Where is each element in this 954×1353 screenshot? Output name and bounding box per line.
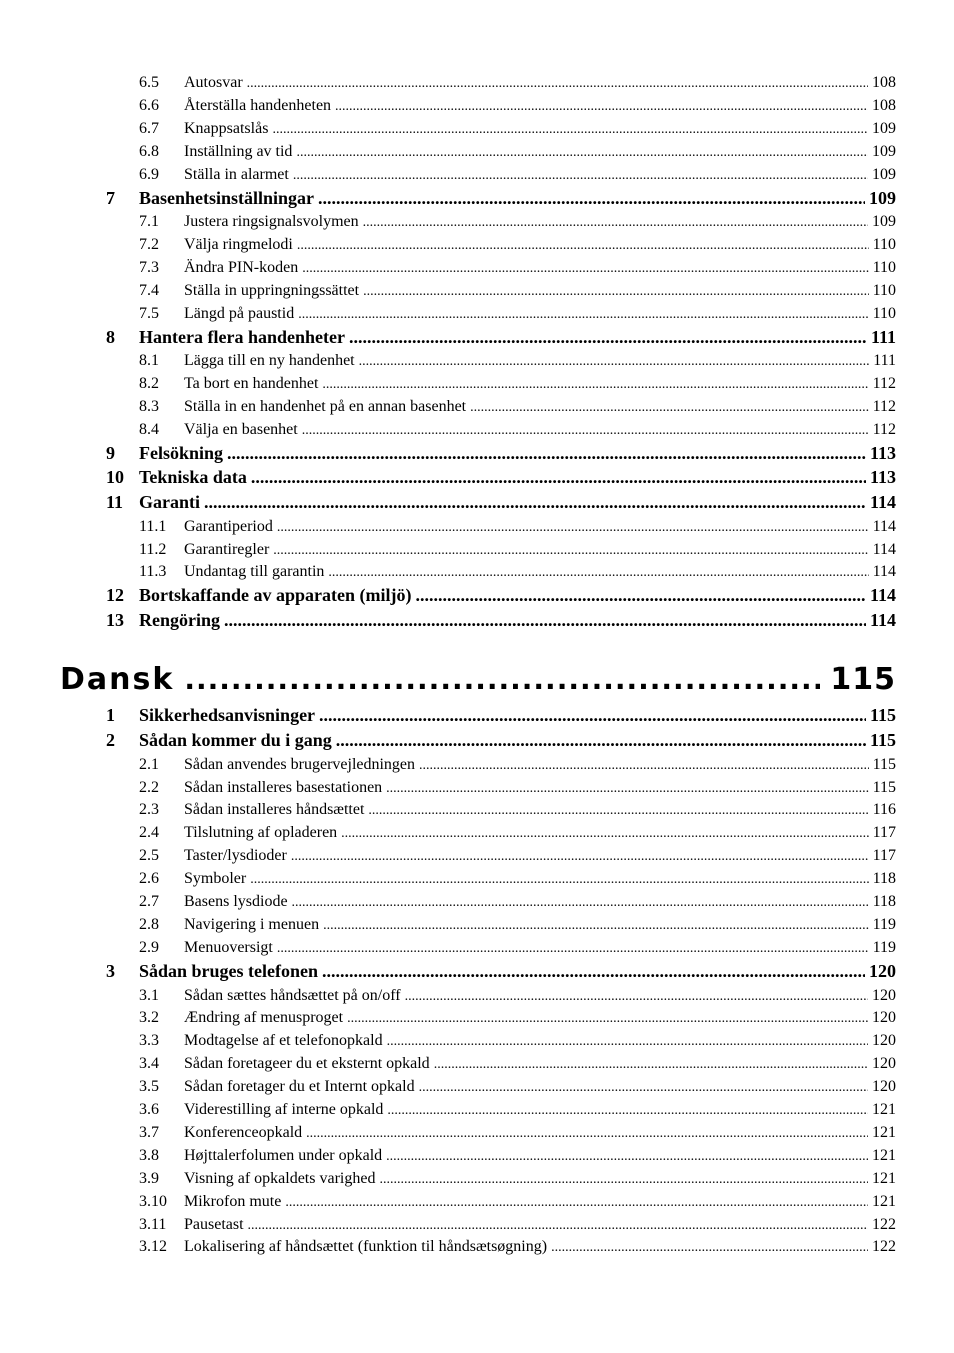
toc-entry-page-number: 115 — [869, 705, 896, 725]
toc-entry-number: 2.5 — [139, 847, 159, 865]
toc-section-entry[interactable] — [139, 847, 896, 869]
toc-entry-page-number: 115 — [869, 729, 896, 750]
toc-entry-page-number: 122 — [872, 1215, 896, 1233]
toc-section-entry[interactable] — [139, 120, 896, 142]
toc-section-entry[interactable] — [139, 1101, 896, 1123]
toc-entry-number: 3.11 — [139, 1215, 167, 1233]
toc-entry-page-number: 121 — [872, 1169, 896, 1187]
dot-leader — [285, 1193, 868, 1211]
toc-entry-page-number: 120 — [872, 1009, 896, 1027]
toc-entry-page-number: 109 — [872, 165, 896, 183]
dot-leader — [349, 327, 867, 348]
toc-entry-title: Ställa in en handenhet på en annan basenhet — [184, 398, 467, 415]
toc-entry-title: Välja en basenhet — [184, 420, 298, 438]
dot-leader — [336, 730, 866, 751]
toc-entry-title: Sådan anvendes brugervejledningen — [184, 755, 416, 773]
toc-entry-number: 11 — [106, 492, 124, 512]
toc-entry-title: Basens lysdiode — [184, 893, 288, 910]
toc-entry-page-number: 115 — [872, 778, 896, 796]
dot-leader — [359, 352, 870, 370]
dot-leader — [322, 961, 865, 982]
dot-leader — [434, 1055, 868, 1073]
toc-entry-title: Garantiperiod — [184, 517, 273, 535]
toc-entry-page-number: 122 — [872, 1238, 896, 1256]
toc-entry-number: 2 — [106, 729, 115, 750]
dot-leader — [368, 801, 868, 819]
toc-entry-page-number: 111 — [873, 352, 896, 370]
dot-leader — [341, 824, 868, 842]
dot-leader — [419, 756, 869, 774]
toc-entry-title: Viderestilling af interne opkald — [184, 1101, 384, 1118]
toc-entry-title: Sådan installeres håndsættet — [184, 801, 365, 819]
toc-entry-number: 3.6 — [139, 1101, 159, 1118]
toc-entry-number: 3.10 — [139, 1192, 167, 1210]
dot-leader — [247, 74, 868, 92]
toc-entry-page-number: 112 — [872, 375, 896, 393]
toc-section-entry[interactable] — [139, 166, 896, 188]
toc-entry-number: 8.4 — [139, 420, 159, 438]
toc-entry-title: Ændring af menusproget — [184, 1009, 344, 1027]
toc-chapter-entry[interactable] — [106, 730, 896, 754]
toc-entry-number: 2.7 — [139, 893, 159, 910]
toc-entry-page-number: 114 — [869, 585, 896, 606]
dot-leader — [323, 916, 869, 934]
toc-chapter-entry[interactable] — [106, 467, 896, 491]
toc-chapter-entry[interactable] — [106, 443, 896, 467]
toc-section-entry[interactable] — [139, 987, 896, 1009]
toc-entry-number: 2.2 — [139, 778, 159, 796]
toc-entry-page-number: 109 — [872, 142, 896, 160]
toc-entry-title: Hantera flera handenheter — [139, 326, 345, 347]
toc-section-entry[interactable] — [139, 398, 896, 420]
toc-entry-page-number: 117 — [872, 824, 896, 842]
toc-chapter-entry[interactable] — [106, 610, 896, 634]
toc-section-entry[interactable] — [139, 213, 896, 235]
toc-entry-page-number: 112 — [872, 420, 896, 438]
dot-leader — [277, 518, 869, 536]
toc-entry-title: Välja ringmelodi — [184, 236, 293, 253]
toc-entry-number: 6.8 — [139, 142, 159, 160]
toc-entry-page-number: 114 — [869, 492, 896, 512]
dot-leader — [386, 1147, 868, 1165]
toc-entry-page-number: 120 — [872, 1078, 896, 1096]
toc-chapter-entry[interactable] — [106, 188, 896, 212]
toc-entry-number: 2.1 — [139, 755, 159, 773]
dot-leader — [319, 705, 866, 726]
toc-entry-number: 11.2 — [139, 540, 167, 558]
toc-entry-page-number: 114 — [872, 563, 896, 581]
dot-leader — [293, 166, 868, 184]
toc-entry-number: 6.7 — [139, 119, 159, 137]
toc-section-entry[interactable] — [139, 563, 896, 585]
toc-entry-title: Tilslutning af opladeren — [184, 824, 338, 842]
dot-leader — [347, 1009, 868, 1027]
toc-entry-title: Knappsatslås — [184, 119, 269, 137]
toc-section-entry[interactable] — [139, 1216, 896, 1238]
toc-entry-page-number: 117 — [872, 847, 896, 865]
toc-entry-title: Menuoversigt — [184, 938, 273, 956]
toc-chapter-entry[interactable] — [106, 327, 896, 351]
toc-entry-number: 7.4 — [139, 281, 159, 299]
toc-entry-title: Ställa in uppringningssättet — [184, 281, 360, 299]
toc-entry-title: Justera ringsignalsvolymen — [184, 213, 359, 231]
toc-entry-page-number: 120 — [872, 986, 896, 1004]
toc-entry-number: 3.5 — [139, 1078, 159, 1096]
toc-entry-number: 7.1 — [139, 213, 159, 231]
toc-entry-number: 12 — [106, 585, 124, 606]
toc-entry-title: Längd på paustid — [184, 304, 295, 322]
toc-section-entry[interactable] — [139, 756, 896, 778]
toc-entry-number: 2.6 — [139, 870, 159, 888]
toc-entry-page-number: 110 — [872, 236, 896, 253]
dot-leader — [273, 541, 868, 559]
toc-entry-number: 7.3 — [139, 258, 159, 276]
toc-section-entry[interactable] — [139, 1170, 896, 1192]
dot-leader — [251, 467, 866, 488]
toc-entry-page-number: 111 — [870, 326, 896, 347]
toc-entry-title: Sådan sættes håndsættet på on/off — [184, 986, 401, 1004]
toc-entry-page-number: 108 — [872, 74, 896, 91]
toc-entry-page-number: 116 — [872, 801, 896, 819]
toc-entry-title: Taster/lysdioder — [184, 847, 287, 865]
toc-entry-number: 7.2 — [139, 236, 159, 253]
toc-section-entry[interactable] — [139, 870, 896, 892]
toc-entry-title: Lokalisering af håndsættet (funktion til håndsætsøgning) — [184, 1238, 548, 1256]
dot-leader — [277, 939, 869, 957]
language-heading-title: Dansk — [60, 662, 175, 697]
toc-entry-title: Sikkerhedsanvisninger — [139, 705, 316, 725]
dot-leader — [248, 1216, 868, 1234]
dot-leader — [470, 398, 868, 416]
dot-leader — [405, 987, 868, 1005]
toc-entry-title: Symboler — [184, 870, 247, 888]
dot-leader — [363, 282, 869, 300]
toc-entry-title: Konferenceopkald — [184, 1123, 303, 1141]
toc-entry-page-number: 115 — [872, 755, 896, 773]
dot-leader — [328, 563, 868, 581]
dot-leader — [379, 1170, 868, 1188]
toc-chapter-entry[interactable] — [106, 961, 896, 985]
toc-entry-page-number: 120 — [869, 960, 896, 981]
dot-leader — [204, 492, 866, 513]
toc-section-entry[interactable] — [139, 282, 896, 304]
toc-entry-number: 3.8 — [139, 1146, 159, 1164]
toc-entry-page-number: 121 — [872, 1192, 896, 1210]
toc-entry-title: Inställning av tid — [184, 142, 293, 160]
toc-section-entry[interactable] — [139, 236, 896, 258]
toc-entry-title: Garantiregler — [184, 540, 270, 558]
dot-leader — [291, 847, 869, 865]
toc-entry-title: Sådan installeres basestationen — [184, 778, 383, 796]
toc-entry-number: 3.12 — [139, 1238, 167, 1256]
toc-section-entry[interactable] — [139, 801, 896, 823]
toc-entry-title: Pausetast — [184, 1215, 244, 1233]
toc-entry-page-number: 121 — [872, 1146, 896, 1164]
toc-entry-title: Ändra PIN-koden — [184, 258, 299, 276]
toc-section-entry[interactable] — [139, 824, 896, 846]
toc-entry-title: Sådan foretager du et Internt opkald — [184, 1078, 415, 1096]
dot-leader — [302, 259, 868, 277]
dot-leader — [297, 236, 869, 254]
toc-entry-page-number: 110 — [872, 281, 896, 299]
toc-entry-number: 9 — [106, 442, 115, 463]
toc-section-entry[interactable] — [139, 541, 896, 563]
toc-entry-number: 8.2 — [139, 375, 159, 393]
toc-entry-number: 3.2 — [139, 1009, 159, 1027]
toc-entry-number: 13 — [106, 609, 124, 630]
dot-leader — [227, 443, 866, 464]
toc-entry-title: Basenhetsinställningar — [139, 187, 315, 208]
toc-section-entry[interactable] — [139, 74, 896, 96]
toc-section-entry[interactable] — [139, 352, 896, 374]
toc-entry-page-number: 118 — [872, 870, 896, 888]
toc-section-entry[interactable] — [139, 1078, 896, 1100]
language-section-heading[interactable] — [60, 662, 896, 702]
toc-chapter-entry[interactable] — [106, 705, 896, 729]
toc-entry-number: 1 — [106, 705, 115, 725]
toc-entry-title: Højttalerfolumen under opkald — [184, 1146, 383, 1164]
toc-entry-title: Sådan kommer du i gang — [139, 729, 332, 750]
toc-section-entry[interactable] — [139, 916, 896, 938]
toc-section-entry[interactable] — [139, 143, 896, 165]
toc-section-entry[interactable] — [139, 1193, 896, 1215]
toc-entry-number: 8 — [106, 326, 115, 347]
toc-entry-title: Ställa in alarmet — [184, 165, 289, 183]
toc-entry-page-number: 120 — [872, 1032, 896, 1050]
toc-section-entry[interactable] — [139, 97, 896, 119]
dot-leader — [322, 375, 868, 393]
toc-entry-number: 6.9 — [139, 165, 159, 183]
toc-entry-title: Lägga till en ny handenhet — [184, 352, 355, 370]
dot-leader — [386, 779, 868, 797]
toc-entry-title: Tekniska data — [139, 467, 247, 488]
toc-entry-title: Bortskaffande av apparaten (miljö) — [139, 585, 412, 606]
toc-section-entry[interactable] — [139, 518, 896, 540]
toc-entry-page-number: 119 — [872, 938, 896, 956]
toc-entry-page-number: 121 — [872, 1101, 896, 1118]
toc-entry-number: 3.4 — [139, 1055, 159, 1073]
toc-entry-page-number: 121 — [872, 1123, 896, 1141]
toc-entry-page-number: 113 — [869, 442, 896, 463]
toc-entry-page-number: 114 — [872, 540, 896, 558]
toc-entry-page-number: 112 — [872, 398, 896, 415]
toc-entry-number: 8.1 — [139, 352, 159, 370]
dot-leader — [224, 610, 866, 631]
toc-entry-number: 11.3 — [139, 563, 167, 581]
toc-entry-title: Navigering i menuen — [184, 915, 320, 933]
toc-section-entry[interactable] — [139, 1238, 896, 1260]
toc-entry-page-number: 114 — [872, 517, 896, 535]
toc-section-entry[interactable] — [139, 1124, 896, 1146]
toc-entry-page-number: 110 — [872, 304, 896, 322]
toc-entry-page-number: 110 — [872, 258, 896, 276]
dot-leader — [387, 1101, 868, 1119]
toc-entry-number: 2.8 — [139, 915, 159, 933]
dot-leader — [419, 1078, 868, 1096]
dot-leader — [298, 305, 868, 323]
toc-entry-page-number: 114 — [869, 609, 896, 630]
dot-leader — [292, 893, 869, 911]
dot-leader — [335, 97, 868, 115]
toc-section-entry[interactable] — [139, 1032, 896, 1054]
dot-leader — [296, 143, 868, 161]
toc-chapter-entry[interactable] — [106, 585, 896, 609]
toc-section-entry[interactable] — [139, 375, 896, 397]
toc-entry-page-number: 118 — [872, 893, 896, 910]
toc-section-entry[interactable] — [139, 259, 896, 281]
toc-section-entry[interactable] — [139, 421, 896, 443]
toc-entry-title: Ta bort en handenhet — [184, 375, 319, 393]
toc-entry-number: 2.9 — [139, 938, 159, 956]
dot-leader — [306, 1124, 868, 1142]
toc-entry-page-number: 108 — [872, 96, 896, 114]
toc-entry-page-number: 109 — [872, 213, 896, 231]
toc-entry-page-number: 113 — [869, 467, 896, 488]
dot-leader — [387, 1032, 868, 1050]
toc-section-entry[interactable] — [139, 779, 896, 801]
toc-entry-number: 7 — [106, 187, 115, 208]
dot-leader — [318, 188, 865, 209]
toc-entry-page-number: 120 — [872, 1055, 896, 1073]
toc-entry-title: Sådan foretageer du et eksternt opkald — [184, 1055, 430, 1073]
toc-entry-number: 3.9 — [139, 1169, 159, 1187]
toc-entry-number: 3.1 — [139, 986, 159, 1004]
dot-leader — [250, 870, 868, 888]
dot-leader — [363, 213, 868, 231]
toc-entry-title: Återställa handenheten — [184, 96, 332, 114]
dot-leader — [184, 663, 820, 696]
dot-leader — [302, 421, 869, 439]
toc-section-entry[interactable] — [139, 1147, 896, 1169]
toc-entry-number: 6.6 — [139, 96, 159, 114]
toc-entry-number: 8.3 — [139, 398, 159, 415]
toc-entry-number: 3.7 — [139, 1123, 159, 1141]
toc-entry-page-number: 119 — [872, 915, 896, 933]
toc-entry-title: Autosvar — [184, 74, 243, 91]
language-heading-page-number: 115 — [830, 662, 896, 697]
toc-entry-title: Rengöring — [139, 609, 220, 630]
toc-entry-title: Undantag till garantin — [184, 563, 325, 581]
toc-entry-page-number: 109 — [869, 187, 896, 208]
toc-entry-number: 3.3 — [139, 1032, 159, 1050]
toc-entry-number: 6.5 — [139, 74, 159, 91]
toc-entry-number: 7.5 — [139, 304, 159, 322]
toc-entry-title: Felsökning — [139, 442, 224, 463]
toc-entry-number: 11.1 — [139, 517, 167, 535]
toc-entry-title: Sådan bruges telefonen — [139, 960, 319, 981]
dot-leader — [416, 585, 866, 606]
toc-entry-title: Modtagelse af et telefonopkald — [184, 1032, 383, 1050]
toc-section-entry[interactable] — [139, 305, 896, 327]
toc-entry-page-number: 109 — [872, 119, 896, 137]
toc-entry-number: 2.3 — [139, 801, 159, 819]
toc-section-entry[interactable] — [139, 939, 896, 961]
toc-entry-number: 3 — [106, 960, 115, 981]
toc-entry-title: Mikrofon mute — [184, 1192, 282, 1210]
toc-entry-number: 10 — [106, 467, 124, 488]
toc-section-entry[interactable] — [139, 1009, 896, 1031]
toc-section-entry[interactable] — [139, 1055, 896, 1077]
toc-entry-number: 2.4 — [139, 824, 159, 842]
toc-chapter-entry[interactable] — [106, 492, 896, 516]
dot-leader — [272, 120, 868, 138]
dot-leader — [551, 1238, 868, 1256]
toc-entry-title: Visning af opkaldets varighed — [184, 1169, 376, 1187]
toc-section-entry[interactable] — [139, 893, 896, 915]
toc-entry-title: Garanti — [139, 492, 200, 512]
